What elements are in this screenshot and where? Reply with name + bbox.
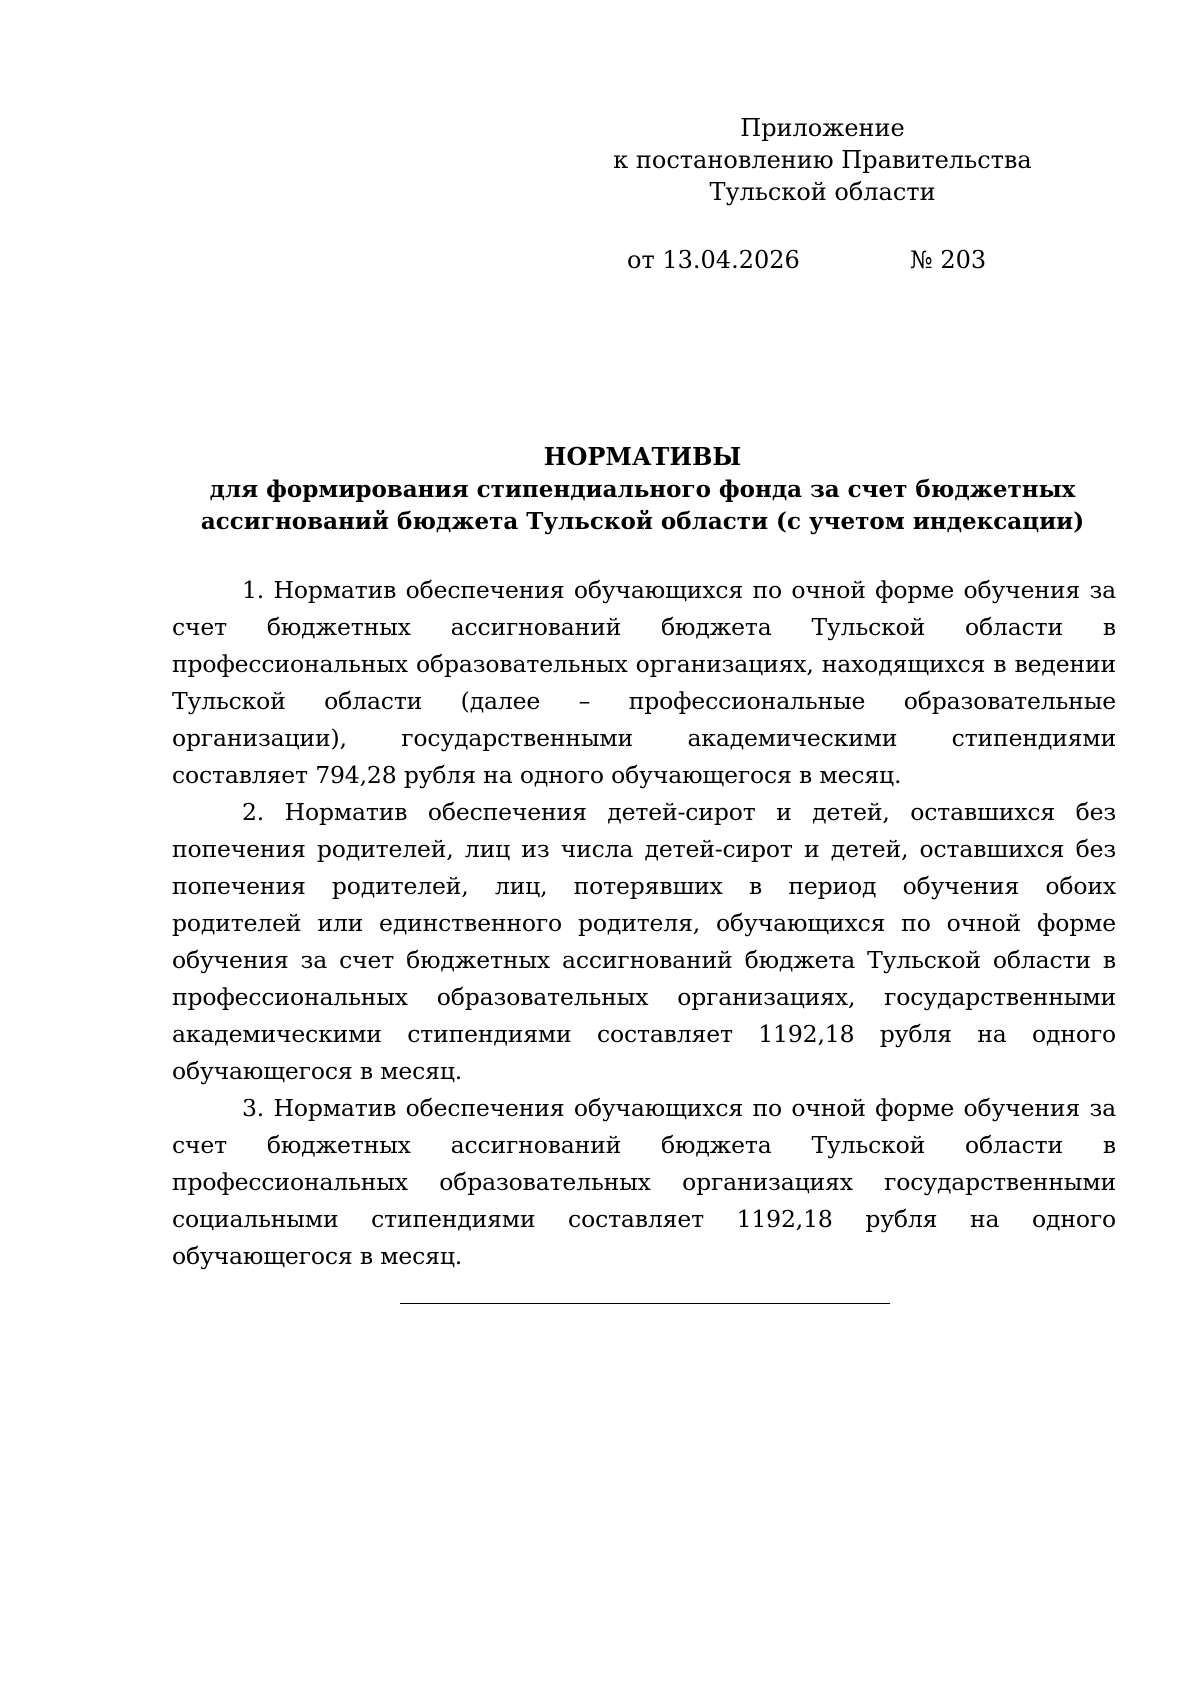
- appendix-header: [600, 112, 1045, 208]
- closing-divider: [400, 1303, 890, 1304]
- resolution-number: № 203: [910, 246, 987, 274]
- paragraph-2: 2. Норматив обеспечения детей-сирот и детей, оставшихся без попечения родителей, лиц из числа детей-сирот и детей, оставшихся без попечения родителей, лиц, потерявших в период обучения обоих родителей или единственного родителя, обучающихся по очной форме обучения за счет бюджетных ассигнований бюджета Тульской области в профессиональных образовательных организациях, государственными академическими стипендиями составляет 1192,18 рубля на одного обучающегося в месяц.: [172, 798, 1116, 1085]
- appendix-region: Тульской области: [709, 178, 936, 206]
- title-subtitle-line-1: для формирования стипендиального фонда за счет бюджетных: [209, 476, 1076, 503]
- title-main: НОРМАТИВЫ: [543, 442, 742, 471]
- document-title: [170, 440, 1115, 538]
- title-subtitle-line-2: ассигнований бюджета Тульской области (с учетом индексации): [200, 508, 1085, 535]
- appendix-label: Приложение: [740, 114, 905, 142]
- resolution-date-number: [0, 244, 1200, 276]
- appendix-reference: к постановлению Правительства: [613, 146, 1032, 174]
- document-body: [172, 572, 1116, 1275]
- paragraph-1: 1. Норматив обеспечения обучающихся по очной форме обучения за счет бюджетных ассигнований бюджета Тульской области в профессиональных образовательных организациях, находящихся в ведении Тульской области (далее – профессиональные образовательные организации), государственными академическими стипендиями составляет 794,28 рубля на одного обучающегося в месяц.: [172, 576, 1116, 789]
- paragraph-3: 3. Норматив обеспечения обучающихся по очной форме обучения за счет бюджетных ассигнований бюджета Тульской области в профессиональных образовательных организациях государственными социальными стипендиями составляет 1192,18 рубля на одного обучающегося в месяц.: [172, 1094, 1116, 1270]
- resolution-date: от 13.04.2026: [627, 246, 800, 274]
